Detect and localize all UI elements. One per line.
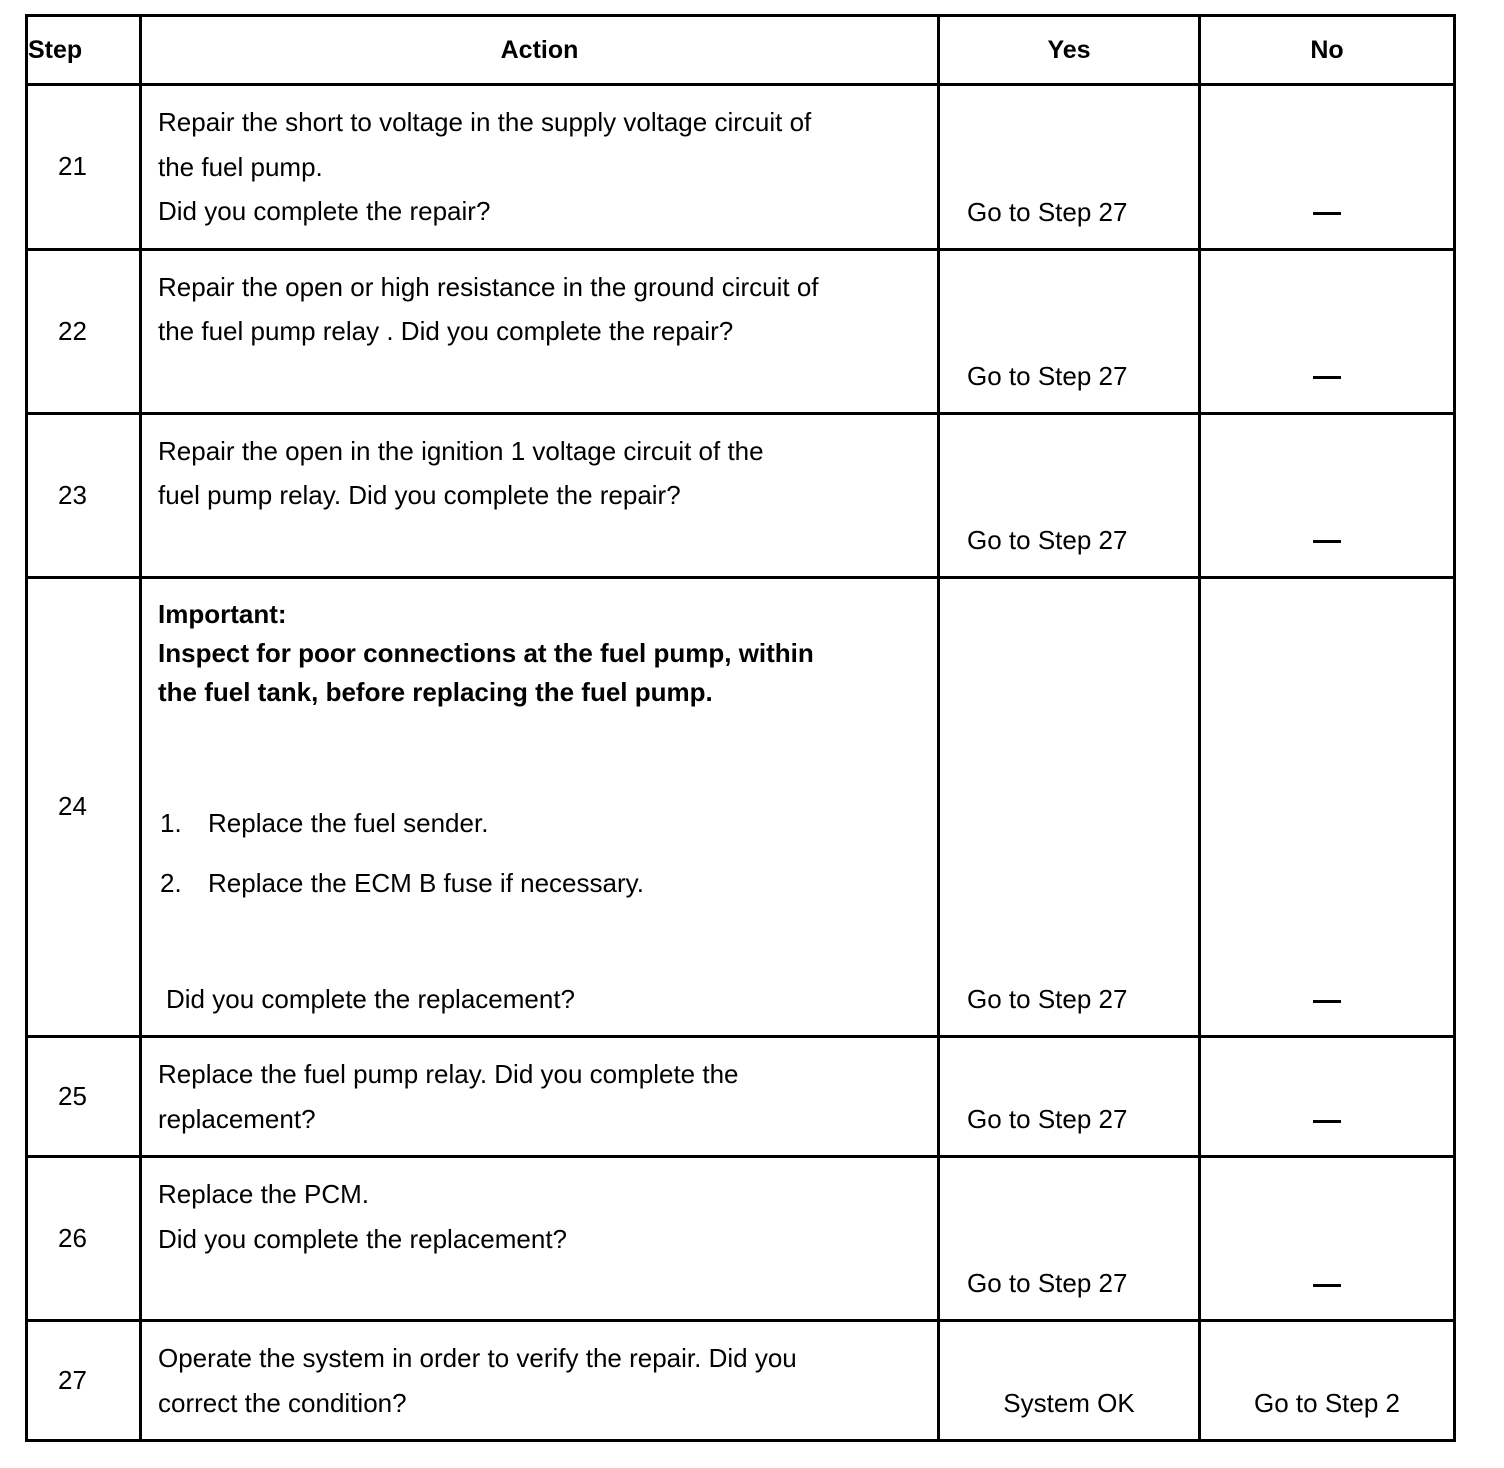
- dash-mark: [1313, 1120, 1341, 1123]
- action-line: Repair the open in the ignition 1 voltage circuit of the: [158, 435, 764, 466]
- action-line: Repair the short to voltage in the supply voltage circuit of: [158, 107, 812, 137]
- table-row: [27, 413, 1455, 577]
- dash-mark: [1313, 1284, 1341, 1287]
- action-cell: [141, 413, 939, 577]
- action-line: Replace the fuel pump relay. Did you complete the: [158, 1059, 739, 1089]
- table-row: [27, 1037, 1455, 1157]
- action-cell: [141, 577, 939, 1037]
- header-step: Step: [27, 16, 141, 85]
- no-cell: [1200, 85, 1455, 250]
- action-line: Replace the PCM.: [158, 1179, 369, 1209]
- important-text: Inspect for poor connections at the fuel pump, within: [158, 637, 814, 668]
- action-cell: [141, 1037, 939, 1157]
- no-cell: [1200, 413, 1455, 577]
- step-number: 25: [27, 1037, 141, 1157]
- dash-mark: [1313, 1000, 1341, 1003]
- table-row: [27, 1321, 1455, 1441]
- procedure-table: [25, 14, 1456, 1442]
- action-line: Did you complete the repair?: [158, 196, 491, 226]
- list-item: [158, 862, 917, 904]
- table-row: [27, 85, 1455, 250]
- no-cell: [1200, 1157, 1455, 1321]
- yes-cell: Go to Step 27: [939, 1037, 1200, 1157]
- no-cell: [1200, 249, 1455, 413]
- list-number: 2.: [160, 867, 182, 898]
- header-row: [27, 16, 1455, 85]
- dash-mark: [1313, 376, 1341, 379]
- action-line: replacement?: [158, 1103, 316, 1134]
- important-title: Important:: [158, 598, 287, 629]
- yes-cell: Go to Step 27: [939, 249, 1200, 413]
- yes-cell: Go to Step 27: [939, 577, 1200, 1037]
- header-action: Action: [141, 16, 939, 85]
- table-row: [27, 577, 1455, 1037]
- action-cell: [141, 1321, 939, 1441]
- action-cell: [141, 85, 939, 250]
- yes-cell: Go to Step 27: [939, 413, 1200, 577]
- action-cell: [141, 249, 939, 413]
- step-number: 21: [27, 85, 141, 250]
- important-note: [158, 595, 917, 712]
- header-yes: Yes: [939, 16, 1200, 85]
- action-line: Repair the open or high resistance in the ground circuit of: [158, 271, 819, 302]
- yes-cell: System OK: [939, 1321, 1200, 1441]
- action-line: fuel pump relay. Did you complete the repair?: [158, 480, 681, 510]
- yes-cell: Go to Step 27: [939, 1157, 1200, 1321]
- step-number: 23: [27, 413, 141, 577]
- action-cell: [141, 1157, 939, 1321]
- action-line: the fuel pump.: [158, 151, 323, 182]
- action-line: correct the condition?: [158, 1387, 407, 1418]
- list-item: [158, 802, 917, 844]
- action-line: Did you complete the replacement?: [158, 1223, 568, 1254]
- yes-cell: Go to Step 27: [939, 85, 1200, 250]
- action-line: Operate the system in order to verify the repair. Did you: [158, 1343, 797, 1373]
- step-number: 22: [27, 249, 141, 413]
- no-cell: Go to Step 2: [1200, 1321, 1455, 1441]
- step-number: 26: [27, 1157, 141, 1321]
- header-no: No: [1200, 16, 1455, 85]
- action-line: the fuel pump relay . Did you complete the repair?: [158, 316, 734, 346]
- action-question: Did you complete the replacement?: [166, 983, 576, 1014]
- table-row: [27, 1157, 1455, 1321]
- important-text: the fuel tank, before replacing the fuel pump.: [158, 676, 713, 707]
- table-row: [27, 249, 1455, 413]
- dash-mark: [1313, 540, 1341, 543]
- list-number: 1.: [160, 807, 182, 838]
- dash-mark: [1313, 212, 1341, 215]
- list-text: Replace the ECM B fuse if necessary.: [208, 867, 644, 898]
- no-cell: [1200, 577, 1455, 1037]
- step-number: 27: [27, 1321, 141, 1441]
- list-text: Replace the fuel sender.: [208, 807, 489, 838]
- step-number: 24: [27, 577, 141, 1037]
- no-cell: [1200, 1037, 1455, 1157]
